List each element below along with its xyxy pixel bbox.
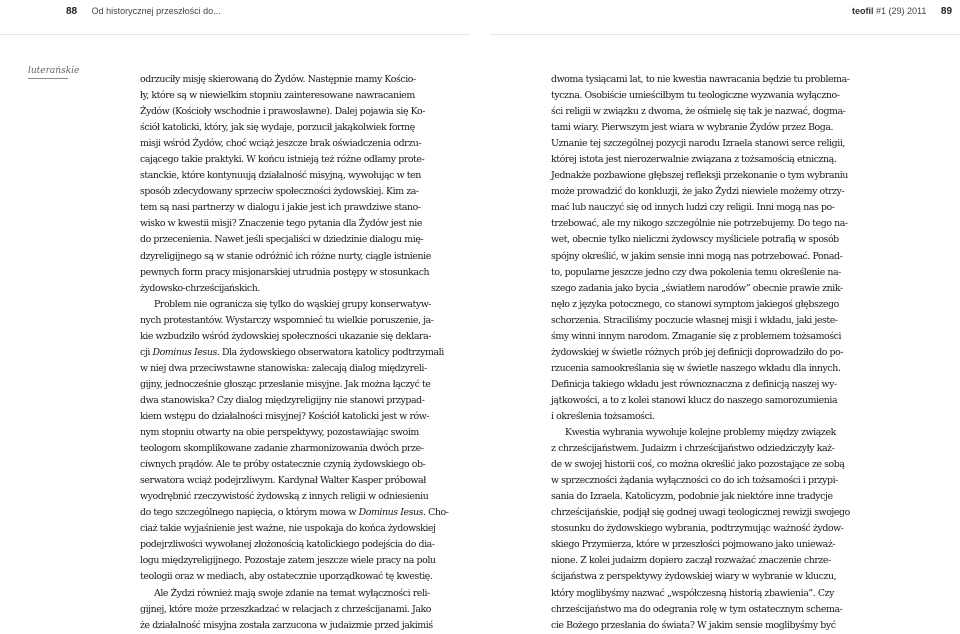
text-line: Problem nie ogranicza się tylko do wąskiej grupy konserwatyw-	[154, 298, 432, 310]
text-line: wisko w kwestii misji? Znaczenie tego pytania dla Żydów jest nie	[140, 218, 422, 230]
text-line: dzyreligijnego są w stanie odróżnić ich różne nurty, ciągle istnienie	[140, 250, 431, 262]
text-line: szego zadania jako bycia „światłem narodów” obecnie prawie znik-	[551, 282, 843, 294]
text-line: odrzuciły misję skierowaną do Żydów. Następnie mamy Kościo-	[140, 74, 416, 85]
text-line: wet, obecnie tylko nieliczni żydowscy myśliciele potrafią w sposób	[551, 234, 839, 246]
text-line: śmy winni innym narodom. Zmaganie się z problemem tożsamości	[551, 330, 842, 342]
text-line: której istota jest nierozerwalnie związana z tożsamością etniczną.	[551, 154, 837, 166]
text-line: tami wiary. Pierwszym jest wiara w wybranie Żydów przez Boga.	[551, 122, 834, 134]
text-line: cającego takie praktyki. W końcu istnieją też różne odłamy prote-	[140, 154, 425, 166]
text-line: teologii oraz w mediach, aby ostatecznie uporządkować tę kwestię.	[140, 571, 433, 583]
text-line: jątkowości, a to z kolei stanowi klucz do naszego samorozumienia	[551, 394, 838, 406]
text-line: skiego Przymierza, które w przeszłości pojmowano jako unieważ-	[551, 539, 836, 551]
text-line: Uznanie tej szczególnej pozycji narodu Izraela stanowi serce religii,	[551, 138, 845, 150]
text-line: gijnej, które może przeszkadzać w relacjach z chrześcijanami. Jako	[140, 603, 432, 615]
text-line: nione. Z kolei judaizm dopiero zaczął rozważać znaczenie chrze-	[551, 555, 831, 567]
text-line: chrześcijaństwo ma do odegrania rolę w tym ostatecznym schema-	[551, 603, 843, 615]
running-header-right	[852, 6, 952, 17]
text-line: może prowadzić do konkluzji, że jako Żydzi niewiele możemy otrzy-	[551, 186, 845, 198]
text-line: stanckie, które kontynuują działalność misyjną, wywołując w ten	[140, 170, 421, 182]
text-line: kie wzbudziło wśród żydowskiej społeczności ukazanie się deklara-	[140, 330, 432, 342]
text-line: do przecenienia. Nawet jeśli specjaliści w dziedzinie dialogu mię-	[140, 234, 424, 246]
text-line: dwa stanowiska? Czy dialog międzyreligijny nie stanowi przypad-	[140, 394, 425, 406]
text-line: żydowsko-chrześcijańskich.	[140, 282, 260, 294]
text-line: ściół katolicki, który, jak się wydaje, porzucił jakąkolwiek formę	[140, 122, 415, 134]
text-line: sania do Izraela. Katolicyzm, podobnie jak niektóre inne tradycje	[551, 491, 833, 503]
text-line: który moglibyśmy nazwać „współczesną historią zbawienia”. Czy	[551, 587, 835, 599]
text-line: cie Bożego przesłania do świata? W jakim sensie moglibyśmy być	[551, 619, 836, 631]
text-line: do tego szczególnego napięcia, o którym mowa w Dominus Iesus. Cho-	[140, 507, 449, 519]
text-line: serwatora wciąż podejrzliwym. Kardynał Walter Kasper próbował	[140, 475, 426, 487]
text-line: de w swojej historii coś, co można określić jako pozostające ze sobą	[551, 459, 845, 471]
text-line: Definicja takiego wkładu jest równoznaczna z definicją naszej wy-	[551, 378, 837, 390]
text-line: ciaż takie wyjaśnienie jest ważne, nie uspokaja do końca żydowskiej	[140, 523, 436, 535]
text-line: Ale Żydzi również mają swoje zdanie na temat wyłączności reli-	[154, 587, 430, 599]
text-line: dwoma tysiącami lat, to nie kwestia nawracania będzie tu problema-	[551, 74, 850, 85]
running-header-left	[66, 6, 221, 17]
text-line: wyodrębnić rzeczywistość żydowską z innych religii w odniesieniu	[140, 491, 429, 503]
text-line: schorzenia. Straciliśmy poczucie własnej misji i wkładu, jaki jeste-	[551, 314, 838, 326]
text-line: mać lub nauczyć się od innych ludzi czy religii. Inni mogą nas po-	[551, 202, 835, 214]
text-line: nych protestantów. Wystarczy wspomnieć tu wielkie poruszenie, ja-	[140, 314, 434, 326]
issue-details: #1 (29) 2011	[876, 6, 927, 16]
text-column-right	[551, 72, 850, 634]
text-line: żydowskiej w świetle różnych prób jej definicji doprowadziło do po-	[551, 346, 844, 358]
text-line: to, popularne jeszcze jedno czy dwa pokolenia temu określenie na-	[551, 266, 841, 278]
text-line: logu międzyreligijnego. Pozostaje zatem jeszcze wiele pracy na polu	[140, 555, 436, 567]
text-line: gijny, jednocześnie głosząc przesłanie misyjne. Jak można łączyć te	[140, 378, 431, 390]
text-line: misji wśród Żydów, choć wciąż jeszcze brak oświadczenia odrzu-	[140, 138, 422, 150]
text-line: Jednakże pozbawione głębszej refleksji przekonanie o tym wybraniu	[551, 170, 848, 182]
text-line: nym stopniu otwarty na obie perspektywy, pozostawiając swoim	[140, 427, 419, 439]
text-line: z chrześcijaństwem. Judaizm i chrześcijaństwo odziedziczyły każ-	[551, 443, 835, 455]
section-title: Od historycznej przeszłości do...	[91, 6, 221, 16]
text-line: stosunku do żydowskiego wybrania, podtrzymując ważność żydow-	[551, 523, 844, 535]
text-line: nęło z języka potocznego, co stanowi symptom jakiegoś głębszego	[551, 298, 839, 310]
text-line: chrześcijańskie, podjął się godnej uwagi teologicznej rewizji swojego	[551, 507, 850, 519]
text-line: że działalność misyjna została zarzucona w judaizmie przed jakimiś	[140, 619, 433, 631]
text-line: kiem wstępu do działalności misyjnej? Kościół katolicki jest w rów-	[140, 410, 430, 422]
text-line: spójny określić, w jakim sensie inni mogą nas potrzebować. Ponad-	[551, 250, 843, 262]
text-line: ły, które są w niewielkim stopniu zainteresowane nawracaniem	[140, 90, 415, 102]
text-line: cji Dominus Iesus. Dla żydowskiego obserwatora katolicy podtrzymali	[140, 346, 444, 358]
text-line: trzebować, ale my nikogo szczególnie nie potrzebujemy. Do tego na-	[551, 218, 848, 230]
text-line: Kwestia wybrania wywołuje kolejne problemy między związek	[565, 427, 836, 439]
header-divider-right	[490, 34, 960, 35]
page-number-right: 89	[940, 6, 953, 17]
text-line: podejrzliwości wywołanej złożonością katolickiego podejścia do dia-	[140, 539, 435, 551]
journal-name: teofil	[852, 6, 874, 16]
text-column-left	[140, 72, 449, 634]
text-line: w sprzeczności żądania wyłączności co do ich tożsamości i przypi-	[551, 475, 838, 487]
text-line: teologom skomplikowane zadanie zharmonizowania dwóch prze-	[140, 443, 424, 455]
text-line: i określenia tożsamości.	[551, 410, 655, 422]
header-divider-left	[0, 34, 470, 35]
text-line: tem są nasi partnerzy w dialogu i jakie jest ich prawdziwe stano-	[140, 202, 421, 214]
text-line: rzucenia samookreślania się w świetle naszego wkładu dla innych.	[551, 362, 841, 374]
margin-running-label: luterańskie	[28, 66, 68, 79]
text-line: ści religii w związku z dwoma, że ośmielę się tak je nazwać, dogma-	[551, 106, 846, 118]
text-line: pewnych form pracy misjonarskiej utrudnia postępy w stosunkach	[140, 266, 430, 278]
text-line: Żydów (Kościoły wschodnie i prawosławne). Dalej pojawia się Ko-	[140, 106, 425, 118]
text-line: ciwnych prądów. Ale te próby ostatecznie czynią żydowskiego ob-	[140, 459, 426, 471]
text-line: w niej dwa przeciwstawne stanowiska: zalecają dialog międzyreli-	[140, 362, 427, 374]
page-number-left: 88	[66, 6, 78, 17]
text-line: ścijaństwa z perspektywy żydowskiej wiary w wybranie w kluczu,	[551, 571, 837, 583]
text-line: sposób zdecydowany sprzeciw społeczności żydowskiej. Kim za-	[140, 186, 419, 198]
text-line: tyczna. Osobiście umieściłbym tu teologiczne wyzwania wyłączno-	[551, 90, 840, 102]
